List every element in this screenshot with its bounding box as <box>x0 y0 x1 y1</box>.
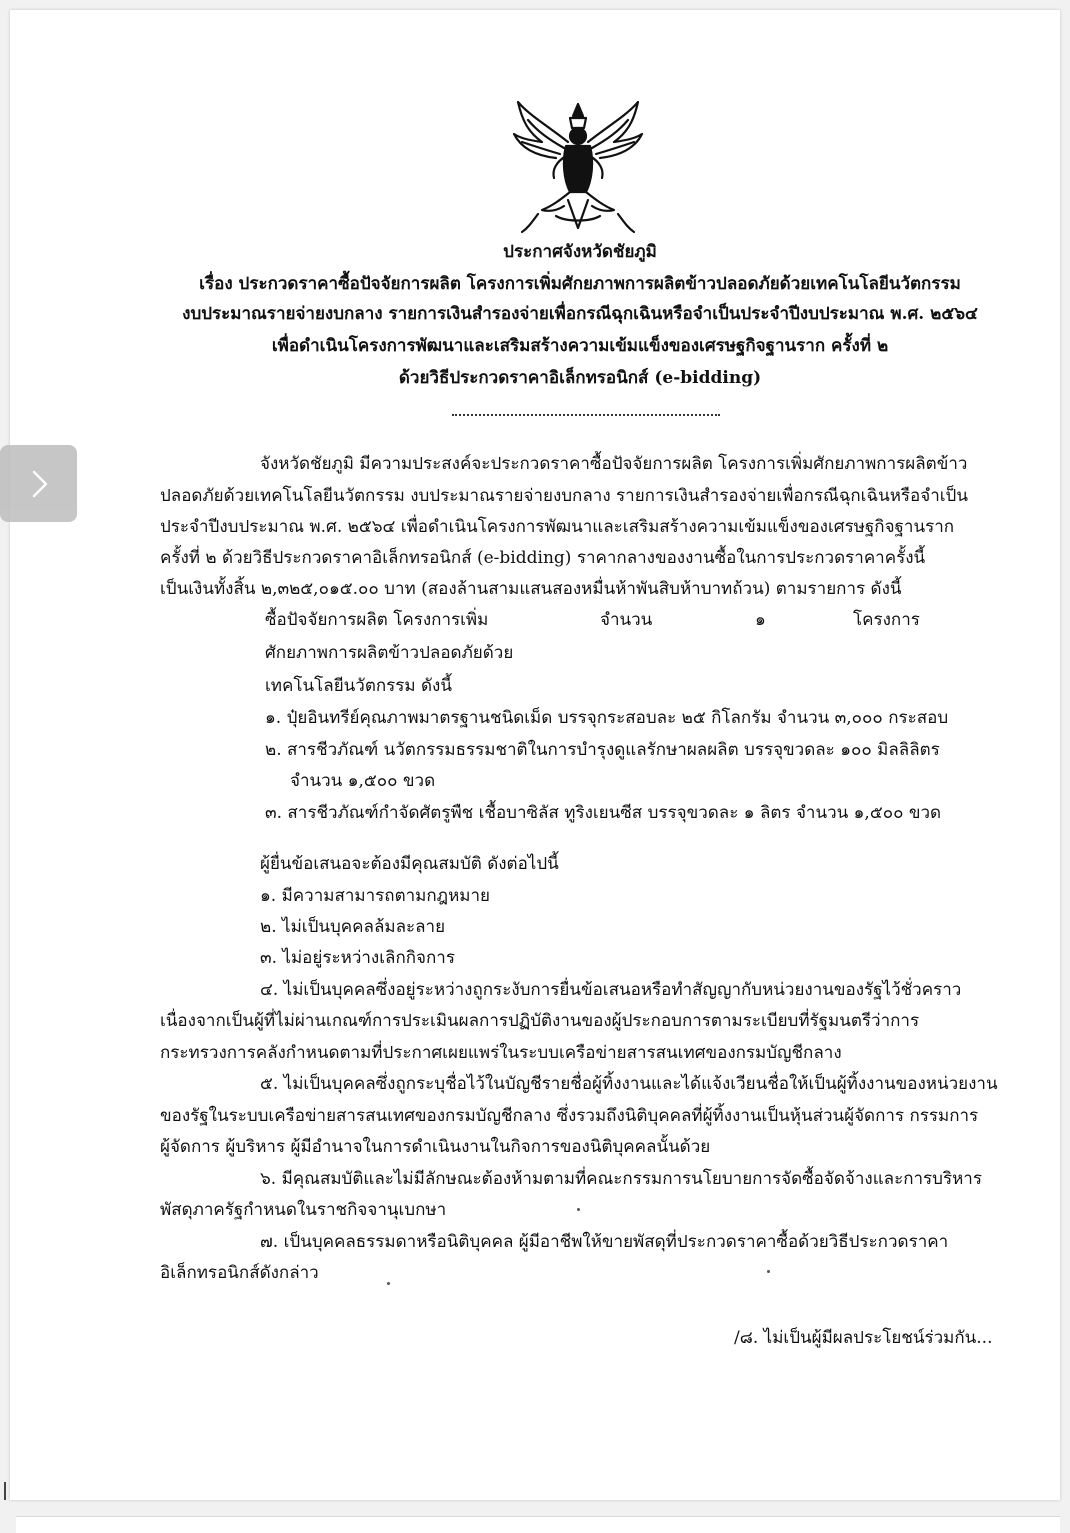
subject-line: ด้วยวิธีประกวดราคาอิเล็กทรอนิกส์ (e-bidding) <box>398 368 762 388</box>
item-name: เทคโนโลยีนวัตกรรม ดังนี้ <box>265 676 452 696</box>
qualification-line: ผู้จัดการ ผู้บริหาร ผู้มีอำนาจในการดำเนินงานในกิจการของนิติบุคคลนั้นด้วย <box>160 1137 711 1157</box>
scan-speck <box>387 1282 390 1285</box>
continuation-note: /๘. ไม่เป็นผู้มีผลประโยชน์ร่วมกัน... <box>734 1328 993 1348</box>
qualification-line: ๖. มีคุณสมบัติและไม่มีลักษณะต้องห้ามตามที่คณะกรรมการนโยบายการจัดซื้อจัดจ้างและการบริหาร <box>260 1169 982 1189</box>
scan-speck <box>767 1270 770 1273</box>
qualification-line: เนื่องจากเป็นผู้ที่ไม่ผ่านเกณฑ์การประเมินผลการปฏิบัติงานของผู้ประกอบการตามระเบียบที่รัฐมนตรีว่าการ <box>160 1011 920 1031</box>
qualification-line: กระทรวงการคลังกำหนดตามที่ประกาศเผยแพร่ในระบบเครือข่ายสารสนเทศของกรมบัญชีกลาง <box>160 1043 842 1063</box>
item-name: ศักยภาพการผลิตข้าวปลอดภัยด้วย <box>265 643 514 663</box>
quantity-label: จำนวน <box>600 610 653 630</box>
separator-dots <box>452 414 720 416</box>
qualification-line: ของรัฐในระบบเครือข่ายสารสนเทศของกรมบัญชีกลาง ซึ่งรวมถึงนิติบุคคลที่ผู้ทิ้งงานเป็นหุ้นส่วนผู้จัดการ กรรมการ <box>160 1106 979 1126</box>
qualification-line: อิเล็กทรอนิกส์ดังกล่าว <box>160 1263 319 1283</box>
intro-line: ครั้งที่ ๒ ด้วยวิธีประกวดราคาอิเล็กทรอนิกส์ (e-bidding) ราคากลางของงานซื้อในการประกวดราคาครั้งนี้ <box>160 548 926 568</box>
sub-item: ๒. สารชีวภัณฑ์ นวัตกรรมธรรมชาติในการบำรุงดูแลรักษาผลผลิต บรรจุขวดละ ๑๐๐ มิลลิลิตร <box>265 740 940 760</box>
qualification-line: ๑. มีความสามารถตามกฎหมาย <box>260 886 490 906</box>
sub-item: ๑. ปุ๋ยอินทรีย์คุณภาพมาตรฐานชนิดเม็ด บรรจุกระสอบละ ๒๕ กิโลกรัม จำนวน ๓,๐๐๐ กระสอบ <box>265 708 949 728</box>
document-page <box>10 10 1060 1500</box>
quantity-value: ๑ <box>755 610 766 630</box>
qualification-line: ๗. เป็นบุคคลธรรมดาหรือนิติบุคคล ผู้มีอาชีพให้ขายพัสดุที่ประกวดราคาซื้อด้วยวิธีประกวดราคา <box>260 1232 949 1252</box>
next-page-edge <box>16 1516 1060 1533</box>
intro-line: เป็นเงินทั้งสิ้น ๒,๓๒๕,๐๑๕.๐๐ บาท (สองล้านสามแสนสองหมื่นห้าพันสิบห้าบาทถ้วน) ตามรายการ ดังนี้ <box>160 579 902 599</box>
garuda-emblem-icon <box>508 96 648 238</box>
intro-line: จังหวัดชัยภูมิ มีความประสงค์จะประกวดราคาซื้อปัจจัยการผลิต โครงการเพิ่มศักยภาพการผลิตข้าว <box>260 454 968 474</box>
announcement-title: ประกาศจังหวัดชัยภูมิ <box>503 242 657 262</box>
qualification-line: ๕. ไม่เป็นบุคคลซึ่งถูกระบุชื่อไว้ในบัญชีรายชื่อผู้ทิ้งงานและได้แจ้งเวียนชื่อให้เป็นผู้ทิ้งงานของหน่วยงาน <box>260 1074 998 1094</box>
subject-line: งบประมาณรายจ่ายงบกลาง รายการเงินสำรองจ่ายเพื่อกรณีฉุกเฉินหรือจำเป็นประจำปีงบประมาณ พ.ศ. ๒๕๖๔ <box>182 304 978 324</box>
sub-item: จำนวน ๑,๕๐๐ ขวด <box>290 771 436 791</box>
subject-line: เรื่อง ประกวดราคาซื้อปัจจัยการผลิต โครงการเพิ่มศักยภาพการผลิตข้าวปลอดภัยด้วยเทคโนโลยีนวัตกรรม <box>199 274 961 294</box>
qualifications-heading: ผู้ยื่นข้อเสนอจะต้องมีคุณสมบัติ ดังต่อไปนี้ <box>260 854 559 874</box>
qualification-line: ๔. ไม่เป็นบุคคลซึ่งอยู่ระหว่างถูกระงับการยื่นข้อเสนอหรือทำสัญญากับหน่วยงานของรัฐไว้ชั่วคราว <box>260 980 962 1000</box>
scan-speck <box>577 1208 580 1211</box>
sub-item: ๓. สารชีวภัณฑ์กำจัดศัตรูพืช เชื้อบาซิลัส ทูริงเยนซีส บรรจุขวดละ ๑ ลิตร จำนวน ๑,๕๐๐ ขวด <box>265 803 942 823</box>
next-page-button[interactable] <box>0 445 77 522</box>
qualification-line: ๒. ไม่เป็นบุคคลล้มละลาย <box>260 917 446 937</box>
quantity-unit: โครงการ <box>853 610 920 630</box>
intro-line: ปลอดภัยด้วยเทคโนโลยีนวัตกรรม งบประมาณรายจ่ายงบกลาง รายการเงินสำรองจ่ายเพื่อกรณีฉุกเฉินหรือจำเป็น <box>160 486 968 506</box>
item-name: ซื้อปัจจัยการผลิต โครงการเพิ่ม <box>265 610 489 630</box>
qualification-line: ๓. ไม่อยู่ระหว่างเลิกกิจการ <box>260 948 455 968</box>
chevron-right-icon <box>21 466 57 502</box>
qualification-line: พัสดุภาครัฐกำหนดในราชกิจจานุเบกษา <box>160 1200 447 1220</box>
subject-line: เพื่อดำเนินโครงการพัฒนาและเสริมสร้างความเข้มแข็งของเศรษฐกิจฐานราก ครั้งที่ ๒ <box>271 336 889 356</box>
intro-line: ประจำปีงบประมาณ พ.ศ. ๒๕๖๔ เพื่อดำเนินโครงการพัฒนาและเสริมสร้างความเข้มแข็งของเศรษฐกิจฐานราก <box>160 517 955 537</box>
page-edge-mark <box>4 1482 6 1500</box>
